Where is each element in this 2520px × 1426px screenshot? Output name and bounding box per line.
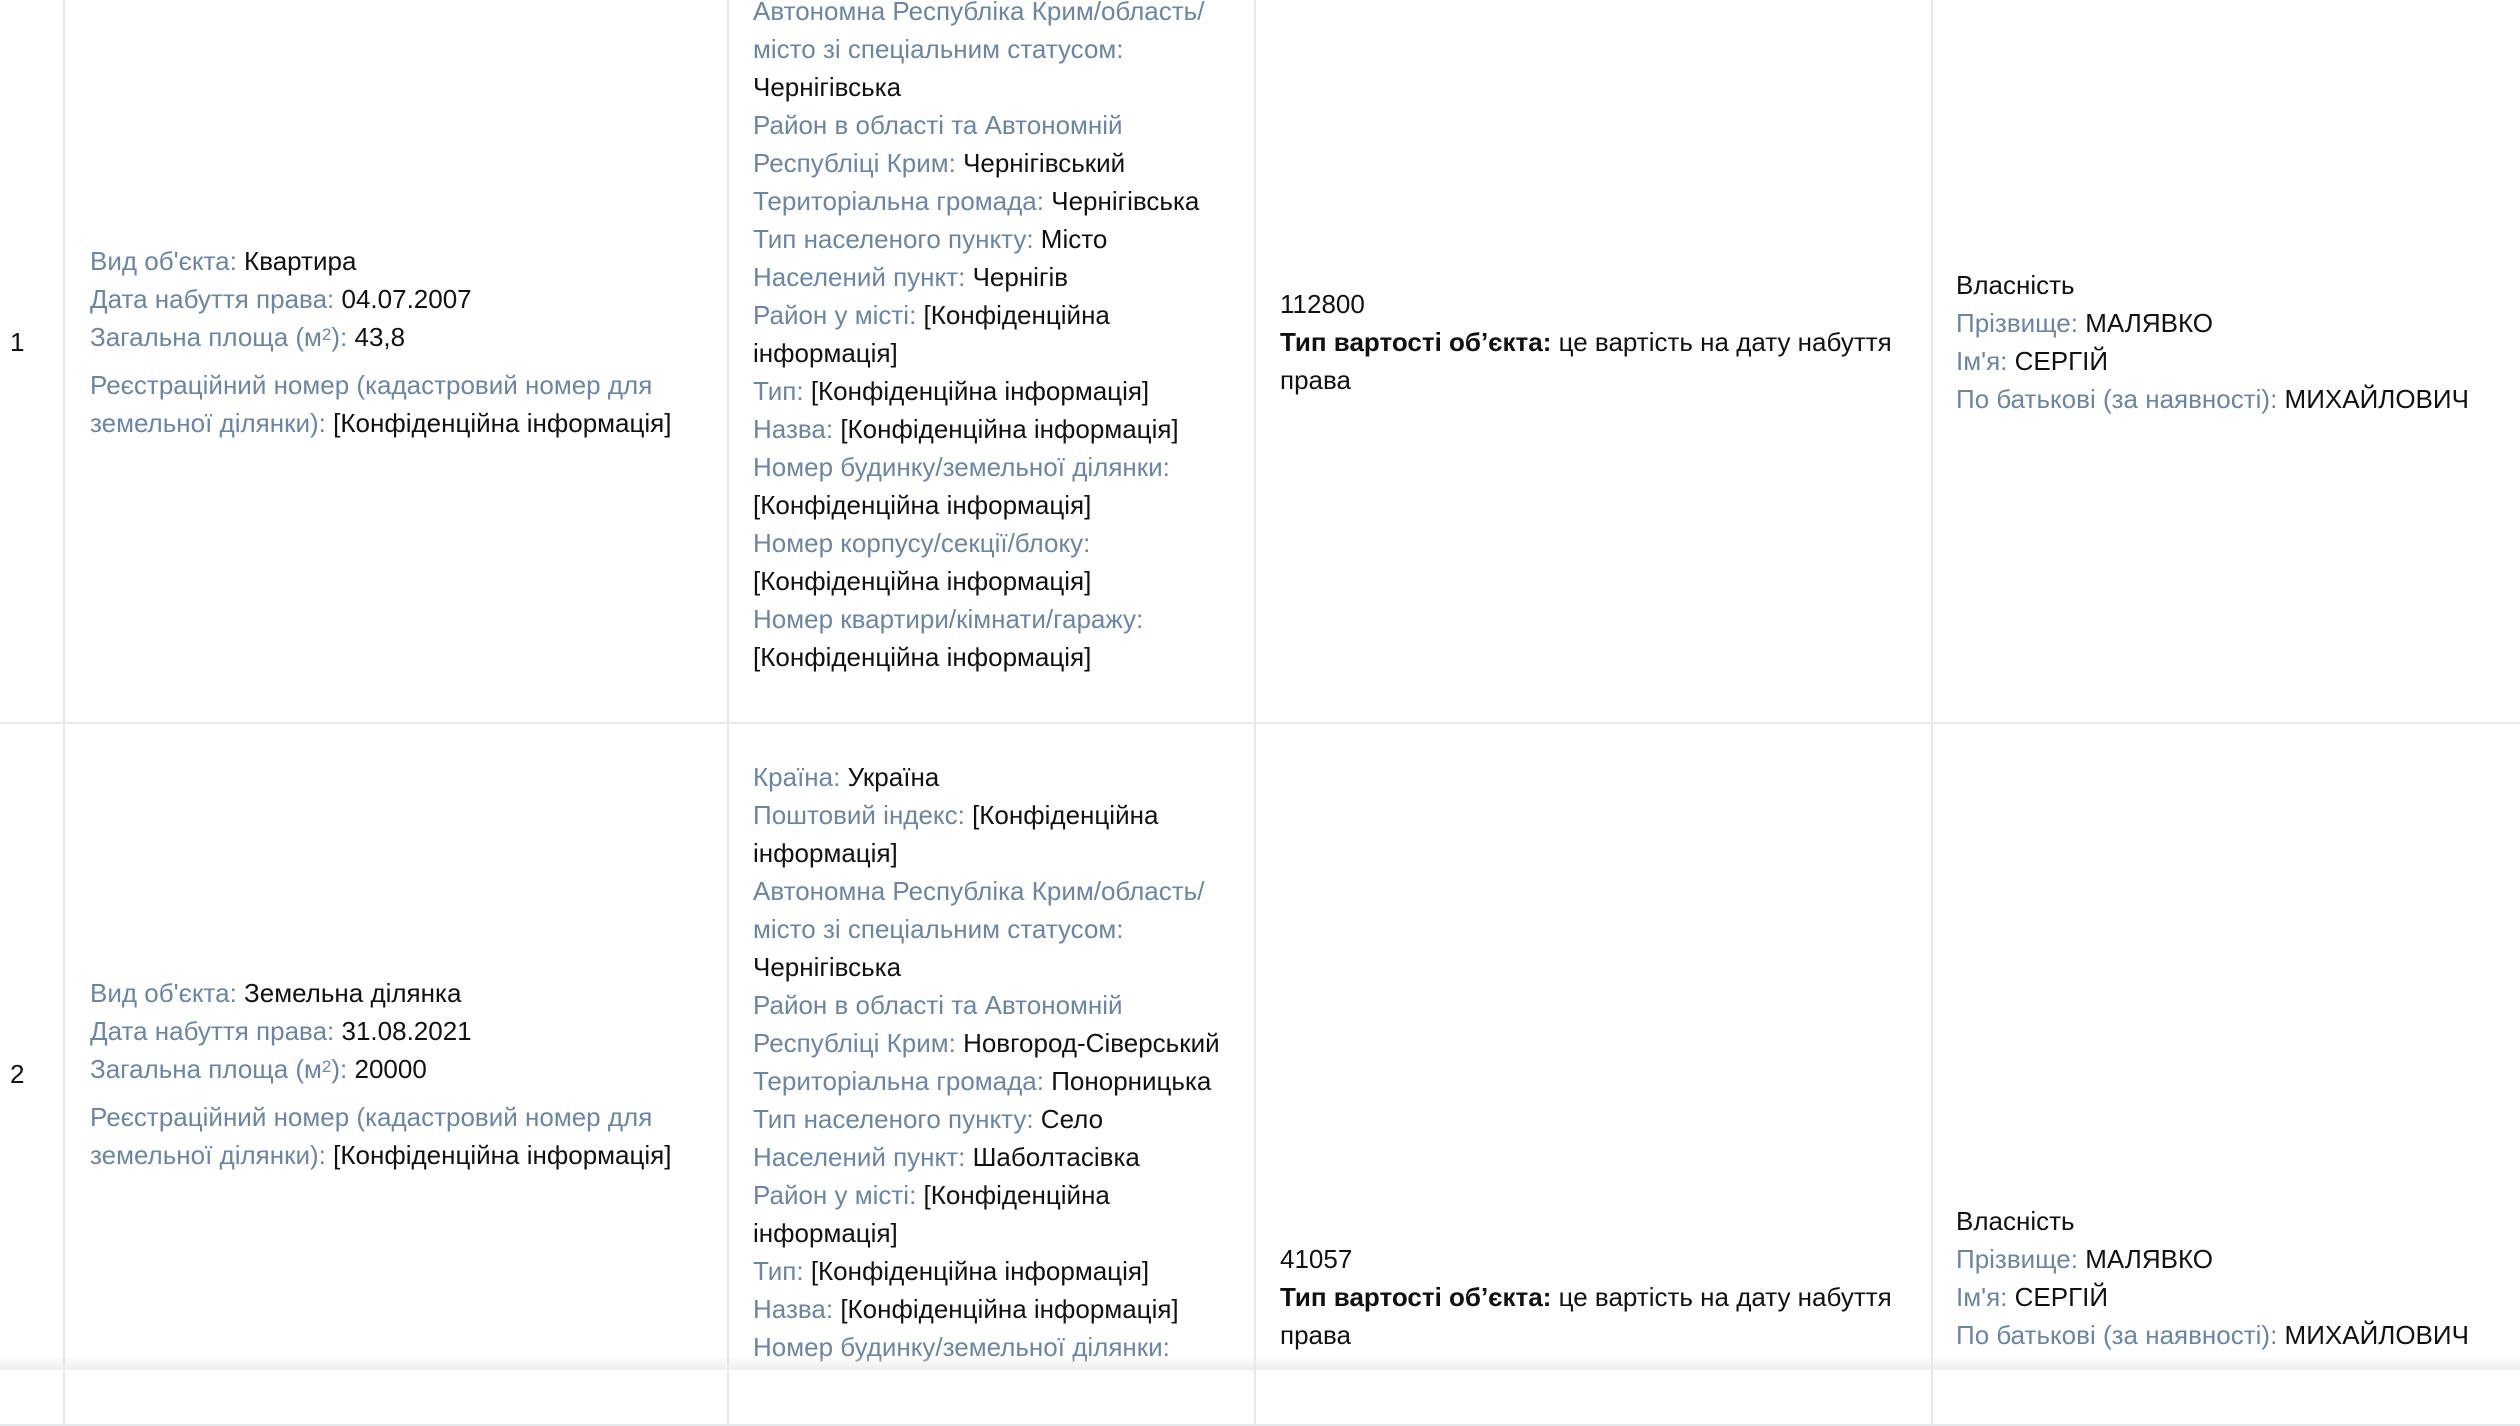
registration-number: Реєстраційний номер (кадастровий номер для земельної ділянки): [Конфіденційна інформація] [90, 1098, 707, 1174]
address-region: Автономна Республіка Крим/область/ місто зі спеціальним статусом: Чернігівська [753, 872, 1244, 986]
address-community: Територіальна громада: Понорницька [753, 1062, 1244, 1100]
value-cell [1256, 724, 1933, 1424]
address-district: Район в області та Автономній Республіці Крим: Чернігівський [753, 106, 1244, 182]
address-street-type: Тип: [Конфіденційна інформація] [753, 1252, 1244, 1290]
value-type: Тип вартості об’єкта: це вартість на дату набуття права [1280, 1278, 1911, 1354]
address-city-district: Район у місті: [Конфіденційна інформація] [753, 1176, 1244, 1252]
address-community: Територіальна громада: Чернігівська [753, 182, 1244, 220]
address-building: Номер корпусу/секції/блоку: [Конфіденційна інформація] [753, 524, 1244, 600]
row-number: 1 [0, 0, 65, 722]
address-settlement-type: Тип населеного пункту: Село [753, 1100, 1244, 1138]
owner-name: Ім'я: СЕРГІЙ [1956, 1278, 2520, 1316]
owner-cell [1933, 724, 2520, 1424]
address-apartment: Номер квартири/кімнати/гаражу: [Конфіденційна інформація] [753, 600, 1244, 676]
address-street-type: Тип: [Конфіденційна інформація] [753, 372, 1244, 410]
address-settlement: Населений пункт: Чернігів [753, 258, 1244, 296]
address-street-name: Назва: [Конфіденційна інформація] [753, 410, 1244, 448]
bottom-fade [0, 1356, 2520, 1370]
acquisition-date: Дата набуття права: 04.07.2007 [90, 280, 707, 318]
address-street-name: Назва: [Конфіденційна інформація] [753, 1290, 1244, 1328]
owner-name: Ім'я: СЕРГІЙ [1956, 342, 2520, 380]
address-cell [729, 0, 1256, 722]
object-info-cell [65, 724, 729, 1424]
owner-surname: Прізвище: МАЛЯВКО [1956, 304, 2520, 342]
object-type: Вид об'єкта: Квартира [90, 242, 707, 280]
total-area: Загальна площа $(м^2)$: 20000 [90, 1050, 707, 1088]
registration-number: Реєстраційний номер (кадастровий номер для земельної ділянки): [Конфіденційна інформація] [90, 366, 707, 442]
address-settlement-type: Тип населеного пункту: Місто [753, 220, 1244, 258]
acquisition-date: Дата набуття права: 31.08.2021 [90, 1012, 707, 1050]
address-city-district: Район у місті: [Конфіденційна інформація] [753, 296, 1244, 372]
address-cell [729, 724, 1256, 1424]
object-info-cell [65, 0, 729, 722]
owner-surname: Прізвище: МАЛЯВКО [1956, 1240, 2520, 1278]
object-type: Вид об'єкта: Земельна ділянка [90, 974, 707, 1012]
owner-patronymic: По батькові (за наявності): МИХАЙЛОВИЧ [1956, 380, 2520, 418]
object-value: 112800 [1280, 285, 1911, 323]
value-type: Тип вартості об’єкта: це вартість на дату набуття права [1280, 323, 1911, 399]
address-district: Район в області та Автономній Республіці Крим: Новгород-Сіверський [753, 986, 1244, 1062]
owner-cell [1933, 0, 2520, 722]
address-postal: Поштовий індекс: [Конфіденційна інформація] [753, 796, 1244, 872]
ownership-right: Власність [1956, 266, 2520, 304]
total-area: Загальна площа $(м^2)$: 43,8 [90, 318, 707, 356]
ownership-right: Власність [1956, 1202, 2520, 1240]
address-region: Автономна Республіка Крим/область/ місто зі спеціальним статусом: Чернігівська [753, 0, 1244, 106]
address-country: Країна: Україна [753, 758, 1244, 796]
address-house: Номер будинку/земельної ділянки: [753, 1328, 1244, 1366]
object-value: 41057 [1280, 1240, 1911, 1278]
address-settlement: Населений пункт: Шаболтасівка [753, 1138, 1244, 1176]
owner-patronymic: По батькові (за наявності): МИХАЙЛОВИЧ [1956, 1316, 2520, 1354]
address-house: Номер будинку/земельної ділянки: [Конфіденційна інформація] [753, 448, 1244, 524]
value-cell [1256, 0, 1933, 722]
row-number: 2 [0, 724, 65, 1424]
table-row [0, 724, 2520, 1426]
